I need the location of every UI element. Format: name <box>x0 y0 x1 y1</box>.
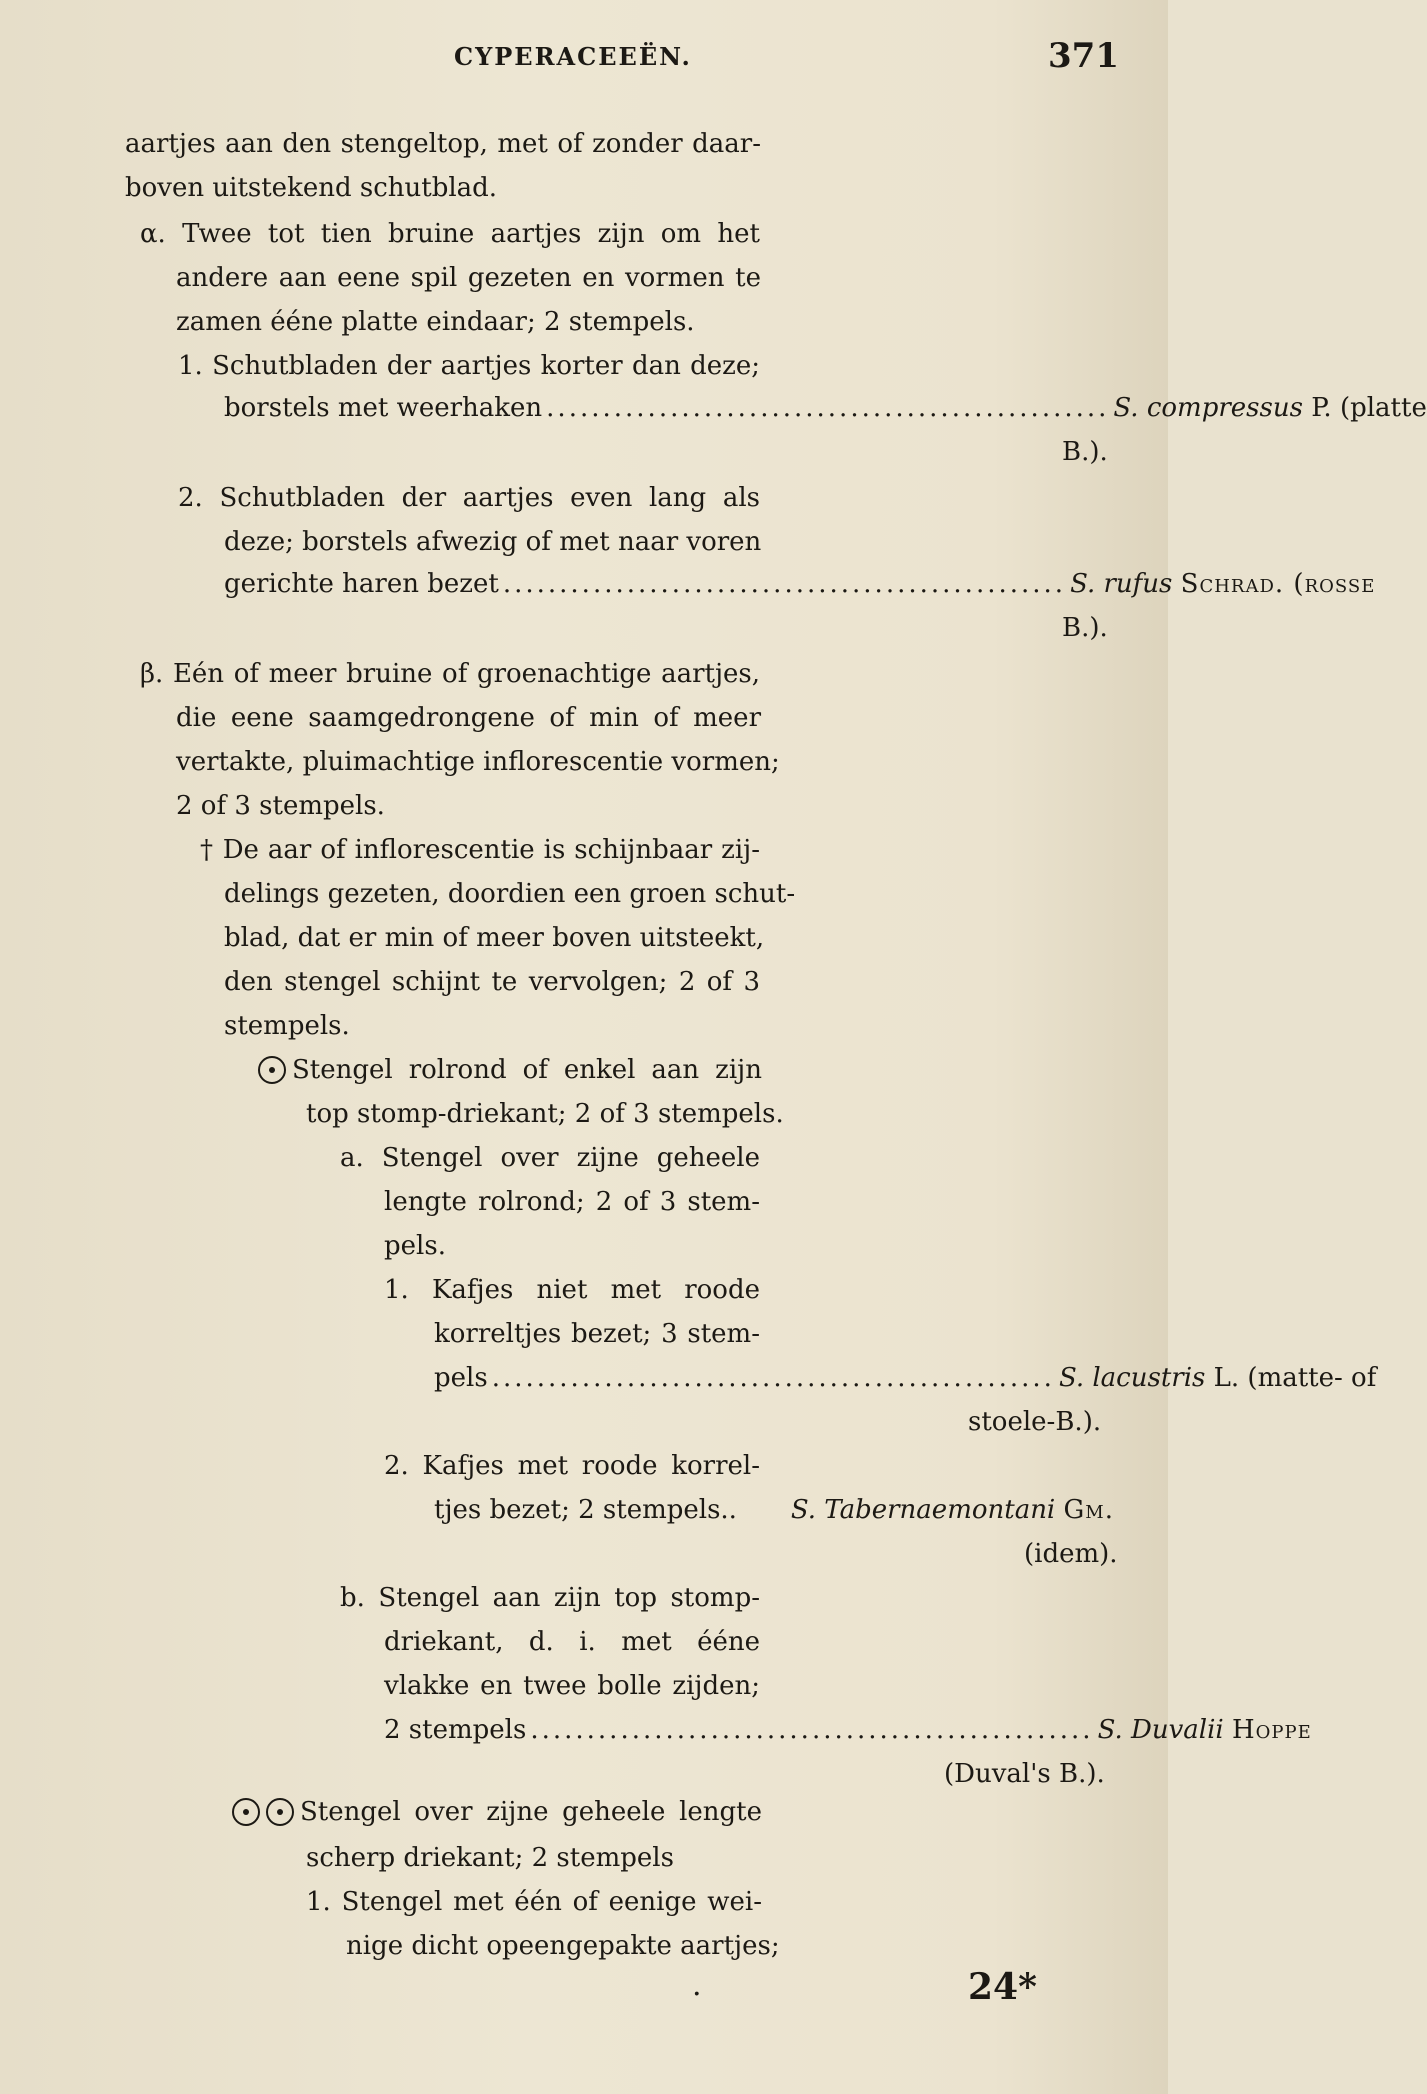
running-head: CYPERACEEËN. <box>454 42 692 71</box>
text-line: † De aar of inflorescentie is schijnbaar zij- <box>200 835 760 865</box>
key-line <box>434 1362 1377 1394</box>
text-line: stoele-B.). <box>968 1407 1102 1437</box>
text-line: Stengel rolrond of enkel aan zijn <box>258 1054 762 1086</box>
key-text: gerichte haren bezet <box>224 569 499 599</box>
text-line: 2. Schutbladen der aartjes even lang als <box>178 483 760 513</box>
text-line: Stengel over zijne geheele lengte <box>232 1796 762 1828</box>
species-name: S. Duvalii <box>1097 1715 1224 1745</box>
text-line: 1. Stengel met één of eenige wei- <box>306 1887 762 1917</box>
species-name: S. compressus <box>1113 393 1303 423</box>
circle-dot-symbol-icon <box>266 1798 294 1826</box>
signature-mark: 24* <box>968 1966 1037 2008</box>
text-line: a. Stengel over zijne geheele <box>340 1143 760 1173</box>
key-text: borstels met weerhaken <box>224 393 543 423</box>
text-line: aartjes aan den stengeltop, met of zonder daar- <box>125 129 761 159</box>
species-authority: Gm. <box>1063 1495 1114 1525</box>
circle-dot-symbol-icon <box>258 1056 286 1084</box>
key-line <box>224 392 1427 424</box>
leader-dots: .................................................. <box>502 569 1067 599</box>
text-line: vlakke en twee bolle zijden; <box>384 1671 760 1701</box>
text-line: 1. Schutbladen der aartjes korter dan deze; <box>178 351 760 381</box>
text-line: scherp driekant; 2 stempels <box>306 1843 674 1873</box>
text-line: stempels. <box>224 1011 350 1041</box>
species-name: S. lacustris <box>1058 1363 1206 1393</box>
text-line: 1. Kafjes niet met roode <box>384 1275 760 1305</box>
text-line: B.). <box>1062 437 1108 467</box>
species-name: S. Tabernaemontani <box>790 1495 1056 1525</box>
circle-dot-symbol-icon <box>232 1798 260 1826</box>
key-text: tjes bezet; 2 stempels.. <box>434 1495 737 1525</box>
leader-dots: .................................................. <box>491 1363 1055 1393</box>
text-line: 2. Kafjes met roode korrel- <box>384 1451 760 1481</box>
text-line: die eene saamgedrongene of min of meer <box>176 703 761 733</box>
text-line: delings gezeten, doordien een groen schut- <box>224 879 796 909</box>
text-line: 2 of 3 stempels. <box>176 791 385 821</box>
text-line: lengte rolrond; 2 of 3 stem- <box>384 1187 760 1217</box>
text-line: pels. <box>384 1231 446 1261</box>
text-line: B.). <box>1062 613 1108 643</box>
species-authority: P. (platte <box>1311 393 1427 423</box>
text-line: β. Eén of meer bruine of groenachtige aartjes, <box>140 659 760 689</box>
key-line <box>384 1714 1312 1746</box>
leader-dots: .................................................. <box>530 1715 1094 1745</box>
page-number: 371 <box>1048 36 1119 76</box>
text-line: den stengel schijnt te vervolgen; 2 of 3 <box>224 967 760 997</box>
text-line: korreltjes bezet; 3 stem- <box>434 1319 760 1349</box>
species-authority: Hoppe <box>1231 1715 1312 1745</box>
text-line: boven uitstekend schutblad. <box>125 173 498 203</box>
text-line: driekant, d. i. met ééne <box>384 1627 760 1657</box>
text-line: α. Twee tot tien bruine aartjes zijn om het <box>140 219 760 249</box>
species-authority: L. (matte- of <box>1213 1363 1377 1393</box>
text-line: andere aan eene spil gezeten en vormen te <box>176 263 761 293</box>
key-line <box>224 568 1376 600</box>
text-line: zamen ééne platte eindaar; 2 stempels. <box>176 307 695 337</box>
text-line: deze; borstels afwezig of met naar voren <box>224 527 762 557</box>
text-line: b. Stengel aan zijn top stomp- <box>340 1583 760 1613</box>
footer-mark: . <box>692 1968 702 2003</box>
key-text: pels <box>434 1363 488 1393</box>
text-line: (Duval's B.). <box>944 1759 1105 1789</box>
species-name: S. rufus <box>1070 569 1173 599</box>
text-line: (idem). <box>1024 1539 1118 1569</box>
leader-dots: .................................................. <box>546 393 1110 423</box>
key-line <box>434 1494 1114 1526</box>
key-text: 2 stempels <box>384 1715 527 1745</box>
text-line: blad, dat er min of meer boven uitsteekt, <box>224 923 765 953</box>
species-authority: Schrad. (rosse <box>1180 569 1376 599</box>
text-line: vertakte, pluimachtige inflorescentie vormen; <box>176 747 780 777</box>
text-line: nige dicht opeengepakte aartjes; <box>346 1931 780 1961</box>
text-line: top stomp-driekant; 2 of 3 stempels. <box>306 1099 784 1129</box>
